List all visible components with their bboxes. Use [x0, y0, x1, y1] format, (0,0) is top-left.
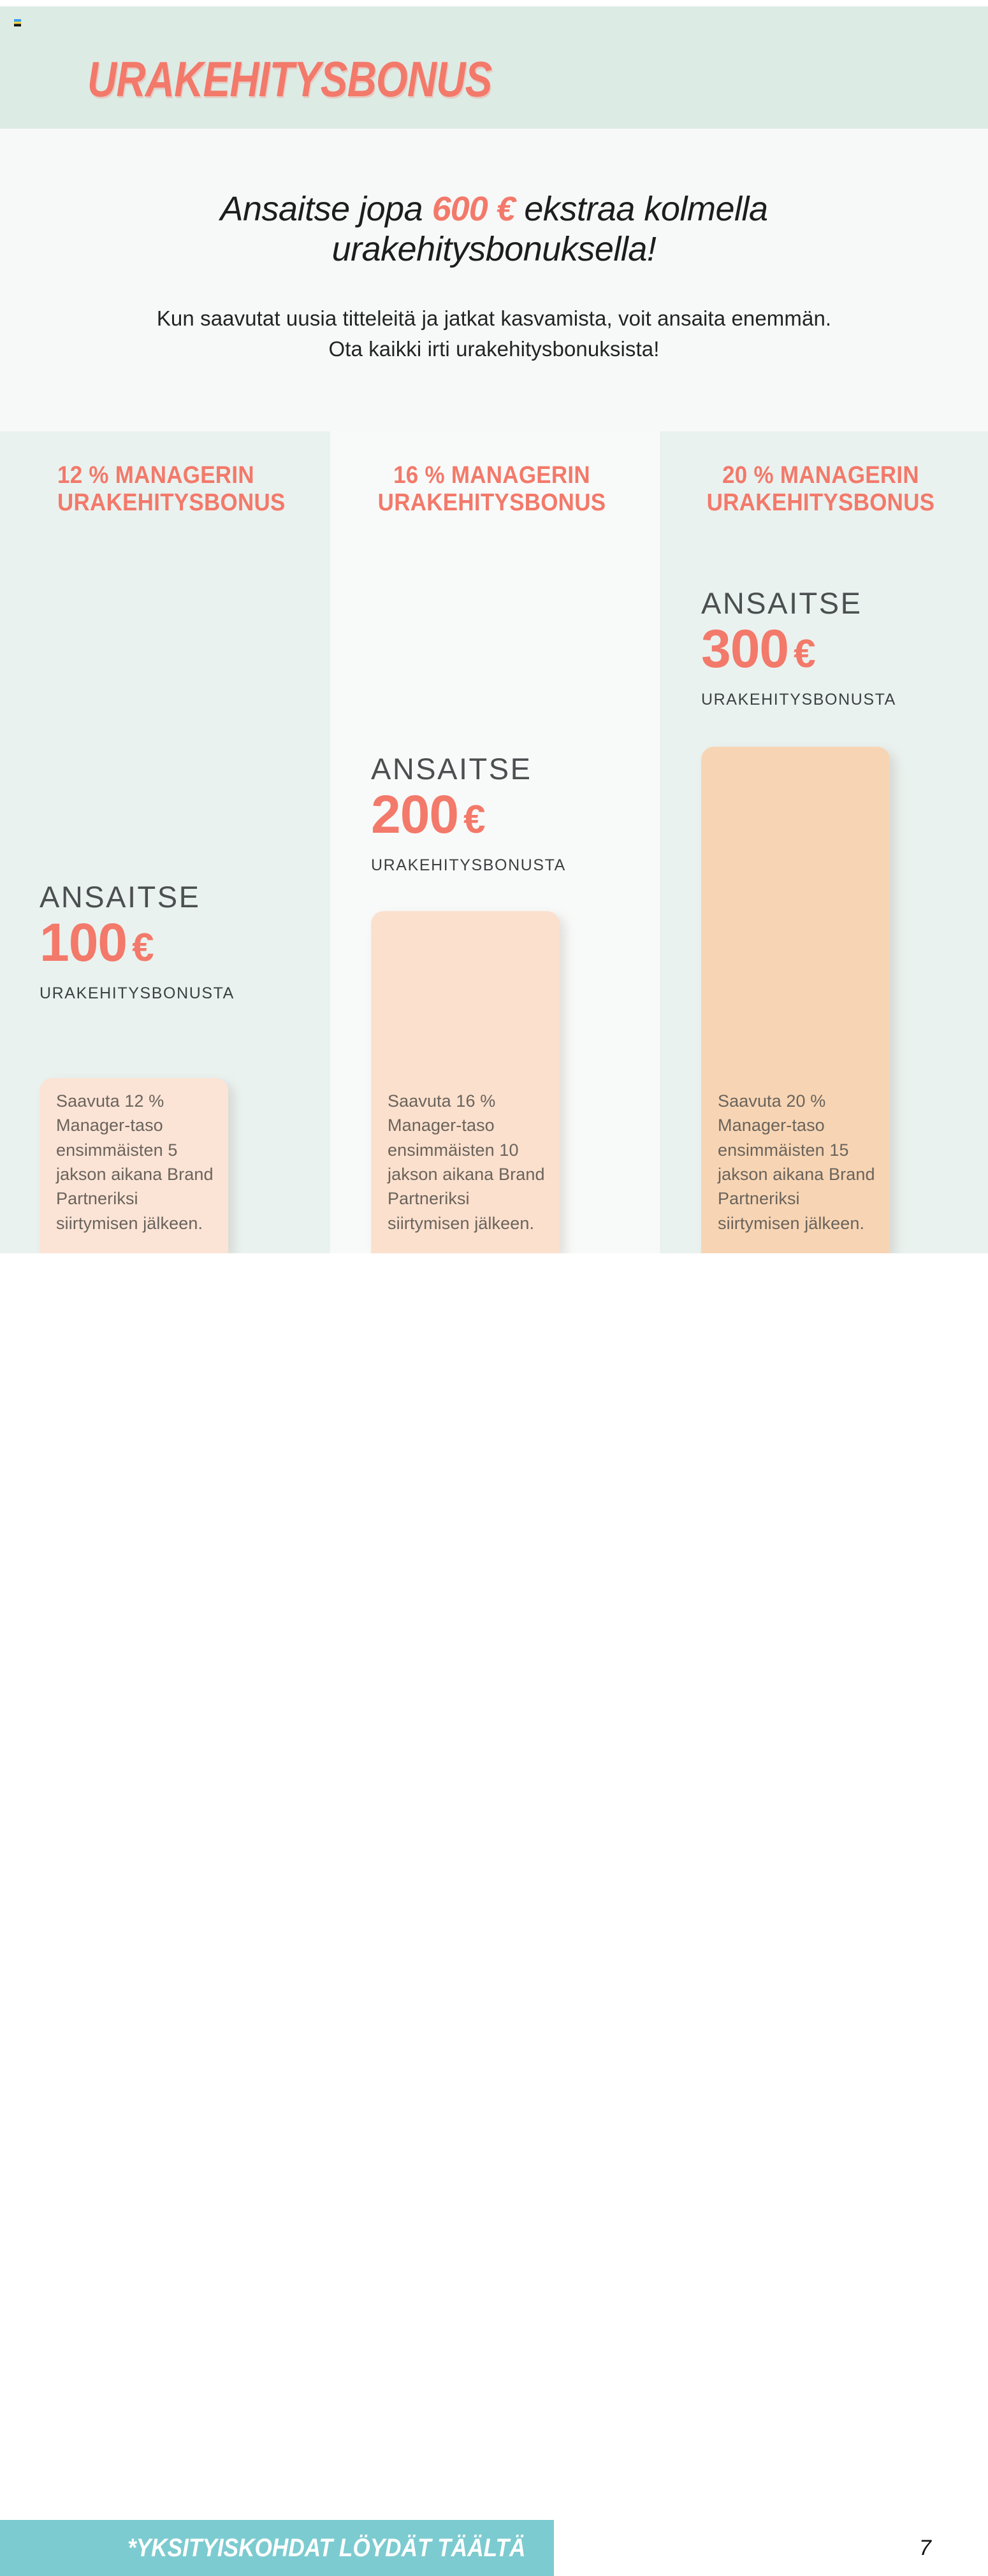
intro-headline [0, 189, 988, 269]
bonus-column-12-earn-block [40, 881, 235, 1003]
bonus-column-12-currency: € [132, 926, 154, 970]
bonus-column-20-currency: € [794, 632, 815, 677]
bonus-column-20-title-line1: 20 % MANAGERIN [722, 462, 919, 489]
intro-subtitle-line1: Kun saavutat uusia titteleitä ja jatkat kasvamista, voit ansaita enemmän. [156, 306, 832, 330]
intro-subtitle [0, 303, 988, 364]
bonus-column-16-title-line1: 16 % MANAGERIN [393, 462, 590, 489]
bonus-column-16-earn-label: ANSAITSE [371, 752, 532, 786]
bonus-column-16-earn-amount [371, 786, 566, 844]
bonus-column-12-amount-value: 100 [40, 912, 127, 973]
bonus-columns [0, 431, 988, 1253]
bonus-column-16-title [340, 462, 644, 517]
bonus-bar-12 [40, 1078, 228, 1253]
bonus-bar-16-text: Saavuta 16 % Manager-taso ensimmäisten 10 jakson aikana Brand Partneriksi siirtymisen jälkeen. [388, 1091, 545, 1233]
bonus-column-12-title-line1: 12 % MANAGERIN [57, 462, 254, 489]
bonus-column-12-earn-label: ANSAITSE [40, 880, 201, 914]
bonus-bar-20 [701, 747, 890, 1253]
intro-section [0, 129, 988, 431]
bonus-bar-16 [371, 911, 560, 1253]
bonus-column-16-amount-value: 200 [371, 784, 459, 845]
footer [0, 1253, 988, 2562]
bonus-column-20-title [670, 462, 972, 517]
bonus-column-16-title-line2: URAKEHITYSBONUS [377, 489, 606, 517]
bonus-column-12-title-line2: URAKEHITYSBONUS [57, 489, 286, 517]
bonus-column-16-earn-unit: URAKEHITYSBONUSTA [371, 856, 566, 875]
bonus-column-12-title [57, 462, 286, 517]
intro-subtitle-line2: Ota kaikki irti urakehitysbonuksista! [328, 336, 660, 361]
bonus-column-12 [0, 431, 330, 1253]
bonus-column-20-title-line2: URAKEHITYSBONUS [706, 489, 935, 517]
intro-headline-amount: 600 € [432, 190, 515, 228]
page-title: URAKEHITYSBONUS [87, 51, 492, 107]
intro-headline-before: Ansaitse jopa [220, 190, 432, 228]
bonus-column-16-currency: € [463, 798, 485, 842]
page-number: 7 [919, 2536, 931, 2560]
bonus-column-16-earn-block [371, 753, 566, 875]
bonus-column-12-earn-unit: URAKEHITYSBONUSTA [40, 984, 235, 1003]
intro-headline-line2: urakehitysbonuksella! [331, 229, 657, 268]
header-band [0, 6, 988, 129]
bonus-column-20-earn-amount [701, 620, 896, 678]
intro-headline-after: ekstraa kolmella [514, 190, 768, 228]
bonus-column-20-amount-value: 300 [701, 619, 789, 679]
footer-note-text[interactable]: *YKSITYISKOHDAT LÖYDÄT TÄÄLTÄ [127, 2534, 526, 2562]
bonus-bar-12-text: Saavuta 12 % Manager-taso ensimmäisten 5 jakson aikana Brand Partneriksi siirtymisen jälkeen. [56, 1091, 214, 1233]
bonus-bar-20-text: Saavuta 20 % Manager-taso ensimmäisten 15 jakson aikana Brand Partneriksi siirtymisen jälkeen. [718, 1091, 875, 1233]
bonus-column-20-earn-label: ANSAITSE [701, 586, 862, 620]
bonus-column-16 [330, 431, 660, 1253]
bonus-column-12-earn-amount [40, 914, 235, 972]
color-swatch-icon [14, 19, 21, 28]
bonus-column-20-earn-block [701, 587, 896, 709]
bonus-column-20 [660, 431, 988, 1253]
bonus-column-20-earn-unit: URAKEHITYSBONUSTA [701, 691, 896, 709]
